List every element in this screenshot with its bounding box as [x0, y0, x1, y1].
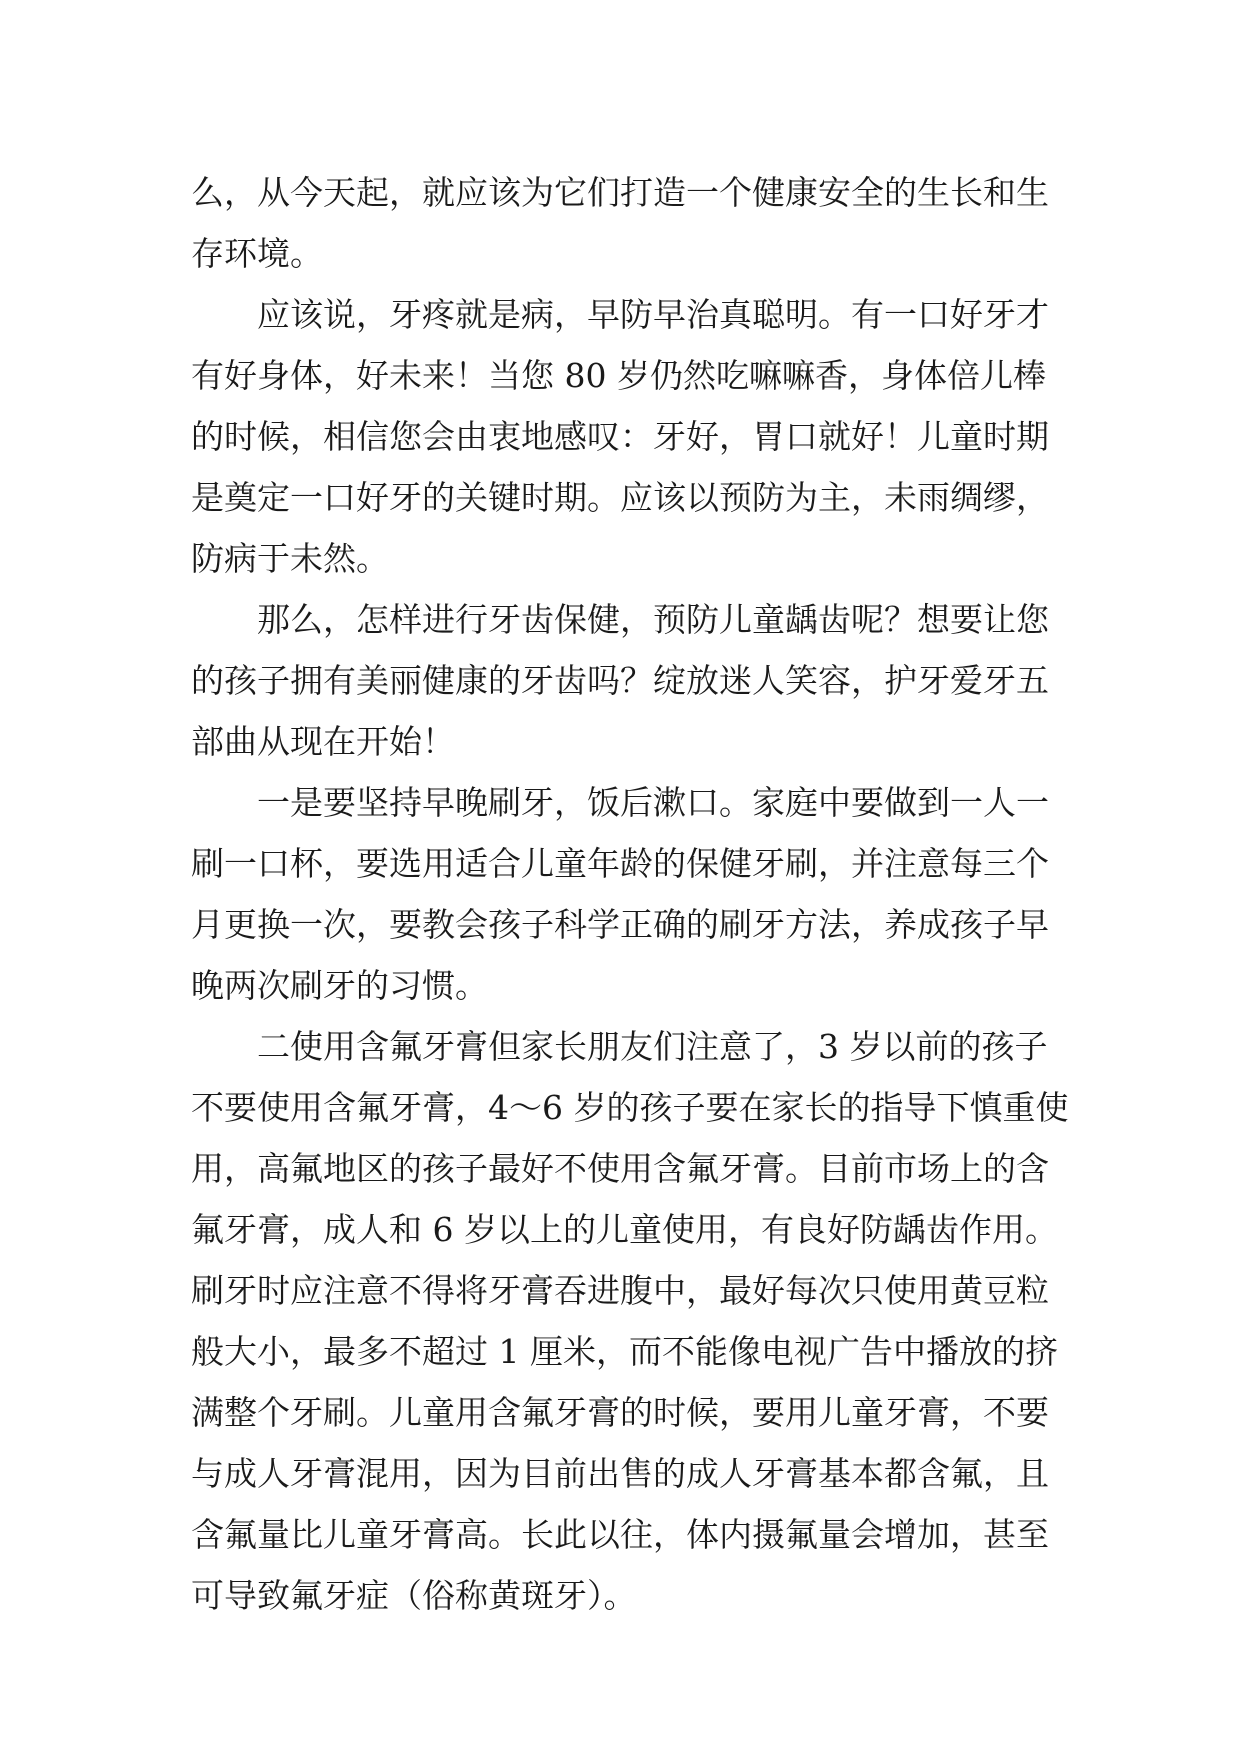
text-line: 含氟量比儿童牙膏高。长此以往，体内摄氟量会增加，甚至	[191, 1515, 1049, 1554]
paragraph	[191, 589, 1071, 772]
text-line: 用，高氟地区的孩子最好不使用含氟牙膏。目前市场上的含	[191, 1149, 1049, 1188]
text-line: 么，从今天起，就应该为它们打造一个健康安全的生长和生	[191, 173, 1049, 212]
paragraph	[191, 284, 1071, 589]
text-line: 不要使用含氟牙膏，4～6 岁的孩子要在家长的指导下慎重使	[191, 1088, 1069, 1127]
text-line: 有好身体，好未来！当您 80 岁仍然吃嘛嘛香，身体倍儿棒	[191, 356, 1046, 395]
text-line: 的孩子拥有美丽健康的牙齿吗？绽放迷人笑容，护牙爱牙五	[191, 661, 1049, 700]
text-line: 满整个牙刷。儿童用含氟牙膏的时候，要用儿童牙膏，不要	[191, 1393, 1049, 1432]
text-line: 一是要坚持早晚刷牙，饭后漱口。家庭中要做到一人一	[257, 783, 1049, 822]
text-line: 部曲从现在开始！	[191, 722, 455, 761]
text-line: 晚两次刷牙的习惯。	[191, 966, 488, 1005]
text-line: 般大小，最多不超过 1 厘米，而不能像电视广告中播放的挤	[191, 1332, 1058, 1371]
text-line: 刷一口杯，要选用适合儿童年龄的保健牙刷，并注意每三个	[191, 844, 1049, 883]
text-line: 刷牙时应注意不得将牙膏吞进腹中，最好每次只使用黄豆粒	[191, 1271, 1049, 1310]
body-text	[191, 162, 1071, 1626]
text-line: 氟牙膏，成人和 6 岁以上的儿童使用，有良好防龋齿作用。	[191, 1210, 1058, 1249]
text-line: 存环境。	[191, 234, 323, 273]
text-line: 应该说，牙疼就是病，早防早治真聪明。有一口好牙才	[257, 295, 1049, 334]
text-line: 可导致氟牙症（俗称黄斑牙）。	[191, 1576, 637, 1615]
text-line: 月更换一次，要教会孩子科学正确的刷牙方法，养成孩子早	[191, 905, 1049, 944]
text-line: 是奠定一口好牙的关键时期。应该以预防为主，未雨绸缪，	[191, 478, 1049, 517]
text-line: 那么，怎样进行牙齿保健，预防儿童龋齿呢？想要让您	[257, 600, 1049, 639]
text-line: 二使用含氟牙膏但家长朋友们注意了，3 岁以前的孩子	[257, 1027, 1048, 1066]
paragraph	[191, 772, 1071, 1016]
text-line: 的时候，相信您会由衷地感叹：牙好，胃口就好！儿童时期	[191, 417, 1049, 456]
paragraph	[191, 162, 1071, 284]
text-line: 防病于未然。	[191, 539, 389, 578]
paragraph	[191, 1016, 1071, 1626]
text-line: 与成人牙膏混用，因为目前出售的成人牙膏基本都含氟，且	[191, 1454, 1049, 1493]
